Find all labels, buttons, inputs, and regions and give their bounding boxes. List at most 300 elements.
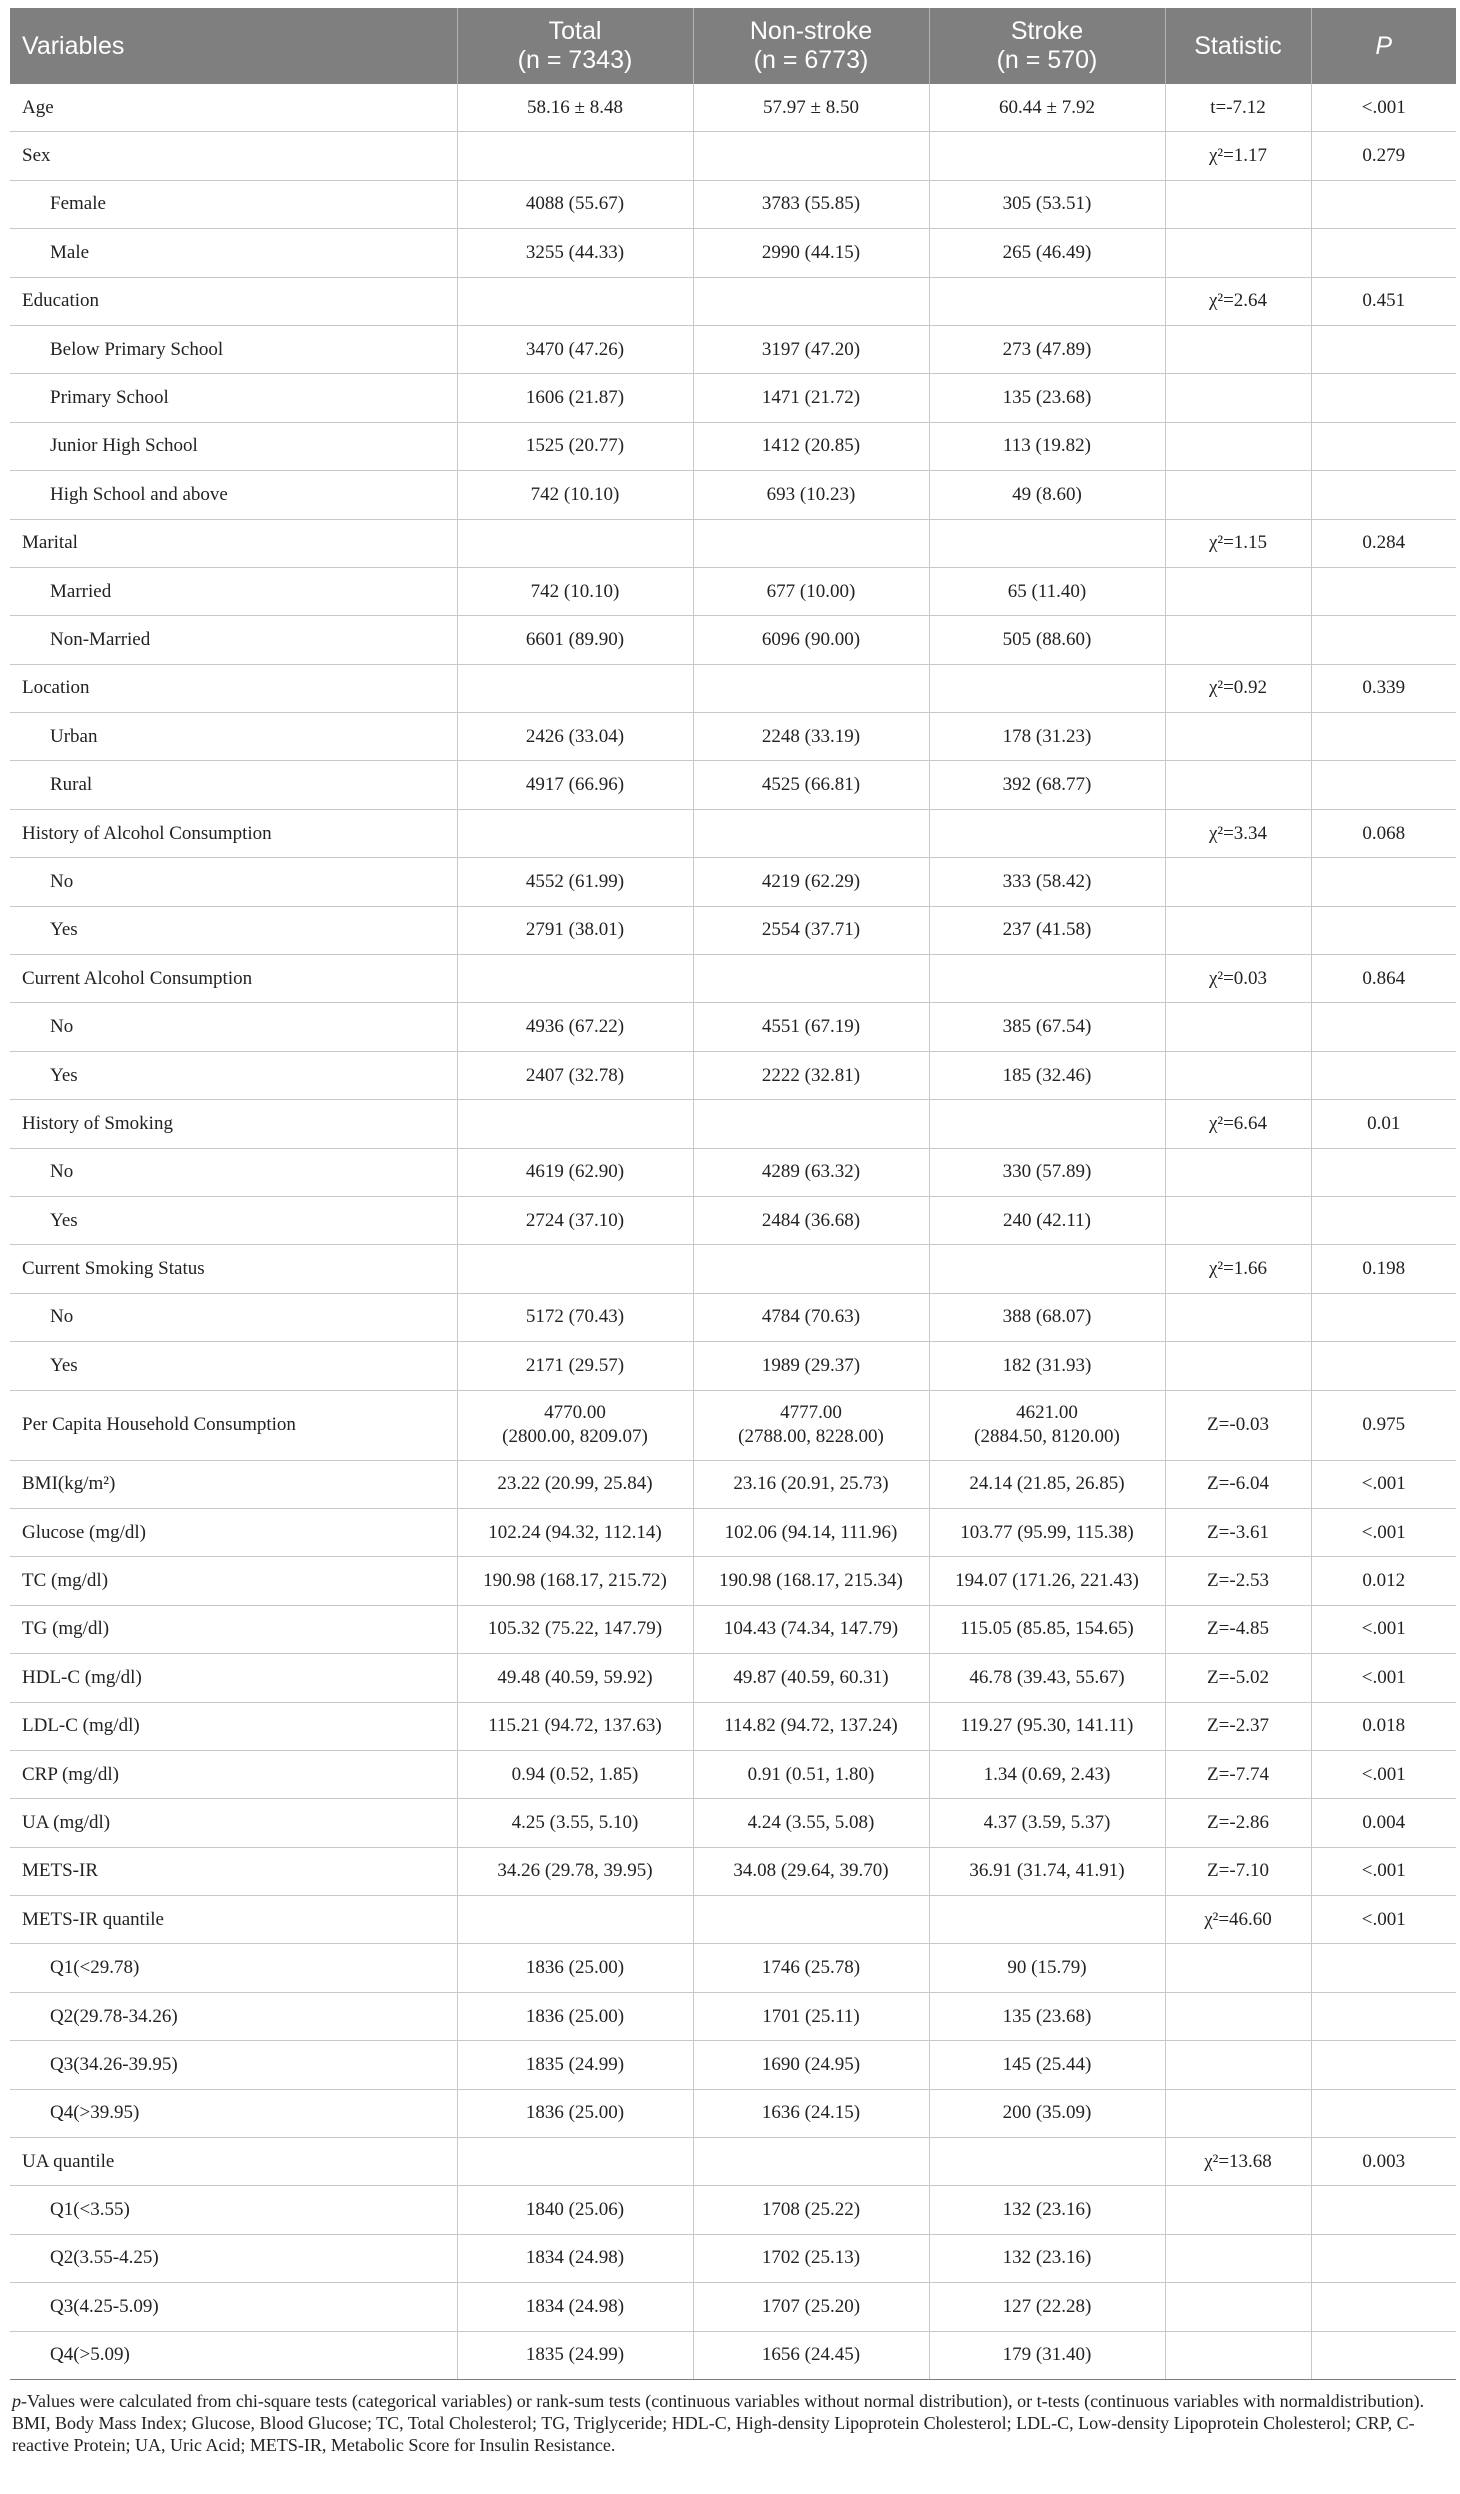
cell-p-value bbox=[1311, 567, 1456, 615]
table-row bbox=[10, 1992, 1456, 2040]
cell-variable: Below Primary School bbox=[10, 325, 457, 373]
cell-variable: Location bbox=[10, 664, 457, 712]
cell-variable: Yes bbox=[10, 1051, 457, 1099]
cell-stroke bbox=[929, 1896, 1165, 1944]
cell-stroke: 240 (42.11) bbox=[929, 1196, 1165, 1244]
cell-variable: Education bbox=[10, 277, 457, 325]
cell-total bbox=[457, 519, 693, 567]
cell-total: 105.32 (75.22, 147.79) bbox=[457, 1605, 693, 1653]
cell-non-stroke: 3783 (55.85) bbox=[693, 180, 929, 228]
cell-variable: Glucose (mg/dl) bbox=[10, 1508, 457, 1556]
table-row bbox=[10, 180, 1456, 228]
cell-statistic bbox=[1165, 1293, 1311, 1341]
cell-total: 1836 (25.00) bbox=[457, 1944, 693, 1992]
table-row bbox=[10, 1799, 1456, 1847]
cell-non-stroke: 104.43 (74.34, 147.79) bbox=[693, 1605, 929, 1653]
cell-total: 2426 (33.04) bbox=[457, 713, 693, 761]
table-row bbox=[10, 132, 1456, 180]
cell-non-stroke: 1471 (21.72) bbox=[693, 374, 929, 422]
cell-variable: LDL-C (mg/dl) bbox=[10, 1702, 457, 1750]
cell-non-stroke: 1708 (25.22) bbox=[693, 2186, 929, 2234]
cell-variable: No bbox=[10, 858, 457, 906]
cell-p-value bbox=[1311, 1051, 1456, 1099]
cell-non-stroke: 4551 (67.19) bbox=[693, 1003, 929, 1051]
cell-total: 115.21 (94.72, 137.63) bbox=[457, 1702, 693, 1750]
cell-statistic bbox=[1165, 374, 1311, 422]
cell-p-value bbox=[1311, 1196, 1456, 1244]
cell-p-value: <.001 bbox=[1311, 1654, 1456, 1702]
cell-non-stroke: 1656 (24.45) bbox=[693, 2331, 929, 2379]
cell-stroke: 1.34 (0.69, 2.43) bbox=[929, 1750, 1165, 1798]
cell-non-stroke: 102.06 (94.14, 111.96) bbox=[693, 1508, 929, 1556]
cell-statistic bbox=[1165, 567, 1311, 615]
cell-non-stroke: 4777.00 (2788.00, 8228.00) bbox=[693, 1390, 929, 1460]
cell-statistic bbox=[1165, 422, 1311, 470]
table-row bbox=[10, 1605, 1456, 1653]
cell-p-value bbox=[1311, 2041, 1456, 2089]
cell-statistic bbox=[1165, 1992, 1311, 2040]
cell-variable: Current Smoking Status bbox=[10, 1245, 457, 1293]
cell-variable: High School and above bbox=[10, 471, 457, 519]
cell-p-value bbox=[1311, 1003, 1456, 1051]
table-row bbox=[10, 374, 1456, 422]
cell-stroke bbox=[929, 955, 1165, 1003]
cell-statistic bbox=[1165, 2041, 1311, 2089]
cell-stroke: 179 (31.40) bbox=[929, 2331, 1165, 2379]
cell-stroke: 4.37 (3.59, 5.37) bbox=[929, 1799, 1165, 1847]
cell-total: 58.16 ± 8.48 bbox=[457, 84, 693, 132]
table-row bbox=[10, 2041, 1456, 2089]
cell-stroke: 330 (57.89) bbox=[929, 1148, 1165, 1196]
cell-stroke bbox=[929, 132, 1165, 180]
cell-p-value bbox=[1311, 229, 1456, 277]
cell-statistic bbox=[1165, 1944, 1311, 1992]
cell-total bbox=[457, 1896, 693, 1944]
cell-statistic: χ²=0.92 bbox=[1165, 664, 1311, 712]
cell-variable: Yes bbox=[10, 1342, 457, 1390]
cell-stroke bbox=[929, 809, 1165, 857]
cell-total bbox=[457, 1245, 693, 1293]
cell-stroke bbox=[929, 1100, 1165, 1148]
table-row bbox=[10, 1557, 1456, 1605]
cell-statistic bbox=[1165, 2234, 1311, 2282]
cell-total: 4770.00 (2800.00, 8209.07) bbox=[457, 1390, 693, 1460]
cell-non-stroke: 1707 (25.20) bbox=[693, 2283, 929, 2331]
cell-p-value: <.001 bbox=[1311, 1605, 1456, 1653]
footnote-abbreviations: BMI, Body Mass Index; Glucose, Blood Glucose; TC, Total Cholesterol; TG, Triglyceride; HDL-C, High-density Lipoprotein Cholesterol; LDL-C, Low-density Lipoprotein Cholesterol; CRP, C-reactive Protein; UA, Uric Acid; METS-IR, Metabolic Score for Insulin Resistance. bbox=[12, 2412, 1415, 2455]
cell-statistic: Z=-7.74 bbox=[1165, 1750, 1311, 1798]
cell-stroke: 273 (47.89) bbox=[929, 325, 1165, 373]
cell-stroke: 178 (31.23) bbox=[929, 713, 1165, 761]
cell-stroke: 132 (23.16) bbox=[929, 2234, 1165, 2282]
table-row bbox=[10, 1702, 1456, 1750]
header-stroke: Stroke (n = 570) bbox=[929, 8, 1165, 84]
cell-total: 1834 (24.98) bbox=[457, 2283, 693, 2331]
cell-non-stroke bbox=[693, 132, 929, 180]
cell-stroke: 60.44 ± 7.92 bbox=[929, 84, 1165, 132]
cell-non-stroke: 34.08 (29.64, 39.70) bbox=[693, 1847, 929, 1895]
cell-total: 4552 (61.99) bbox=[457, 858, 693, 906]
cell-statistic: t=-7.12 bbox=[1165, 84, 1311, 132]
cell-statistic: Z=-6.04 bbox=[1165, 1460, 1311, 1508]
cell-statistic bbox=[1165, 471, 1311, 519]
cell-total: 742 (10.10) bbox=[457, 471, 693, 519]
cell-p-value: 0.198 bbox=[1311, 1245, 1456, 1293]
cell-stroke: 265 (46.49) bbox=[929, 229, 1165, 277]
table-row bbox=[10, 1847, 1456, 1895]
cell-stroke: 113 (19.82) bbox=[929, 422, 1165, 470]
cell-non-stroke bbox=[693, 955, 929, 1003]
cell-statistic: χ²=6.64 bbox=[1165, 1100, 1311, 1148]
table-row bbox=[10, 1003, 1456, 1051]
table-body bbox=[10, 84, 1456, 2379]
cell-p-value bbox=[1311, 422, 1456, 470]
cell-variable: UA quantile bbox=[10, 2138, 457, 2186]
cell-statistic bbox=[1165, 229, 1311, 277]
cell-p-value bbox=[1311, 2283, 1456, 2331]
cell-total: 1834 (24.98) bbox=[457, 2234, 693, 2282]
cell-non-stroke bbox=[693, 277, 929, 325]
table-row bbox=[10, 1051, 1456, 1099]
cell-total: 2724 (37.10) bbox=[457, 1196, 693, 1244]
cell-statistic: Z=-7.10 bbox=[1165, 1847, 1311, 1895]
cell-stroke: 4621.00 (2884.50, 8120.00) bbox=[929, 1390, 1165, 1460]
cell-p-value: <.001 bbox=[1311, 1750, 1456, 1798]
cell-stroke: 135 (23.68) bbox=[929, 374, 1165, 422]
cell-total: 49.48 (40.59, 59.92) bbox=[457, 1654, 693, 1702]
cell-p-value: 0.012 bbox=[1311, 1557, 1456, 1605]
cell-total: 4619 (62.90) bbox=[457, 1148, 693, 1196]
cell-variable: TC (mg/dl) bbox=[10, 1557, 457, 1605]
cell-non-stroke: 677 (10.00) bbox=[693, 567, 929, 615]
cell-statistic: χ²=3.34 bbox=[1165, 809, 1311, 857]
table-row bbox=[10, 1390, 1456, 1460]
table-page bbox=[10, 8, 1456, 2456]
table-row bbox=[10, 2089, 1456, 2137]
cell-p-value: 0.339 bbox=[1311, 664, 1456, 712]
cell-statistic bbox=[1165, 1196, 1311, 1244]
cell-non-stroke: 4784 (70.63) bbox=[693, 1293, 929, 1341]
cell-statistic: Z=-5.02 bbox=[1165, 1654, 1311, 1702]
cell-p-value: 0.003 bbox=[1311, 2138, 1456, 2186]
cell-p-value bbox=[1311, 616, 1456, 664]
cell-variable: METS-IR bbox=[10, 1847, 457, 1895]
cell-statistic bbox=[1165, 2186, 1311, 2234]
cell-stroke: 103.77 (95.99, 115.38) bbox=[929, 1508, 1165, 1556]
cell-stroke bbox=[929, 1245, 1165, 1293]
cell-non-stroke: 114.82 (94.72, 137.24) bbox=[693, 1702, 929, 1750]
header-p-value: P bbox=[1311, 8, 1456, 84]
cell-variable: CRP (mg/dl) bbox=[10, 1750, 457, 1798]
cell-p-value bbox=[1311, 180, 1456, 228]
cell-stroke: 119.27 (95.30, 141.11) bbox=[929, 1702, 1165, 1750]
cell-stroke: 65 (11.40) bbox=[929, 567, 1165, 615]
cell-statistic: Z=-2.86 bbox=[1165, 1799, 1311, 1847]
cell-total: 0.94 (0.52, 1.85) bbox=[457, 1750, 693, 1798]
cell-stroke: 388 (68.07) bbox=[929, 1293, 1165, 1341]
cell-non-stroke bbox=[693, 1245, 929, 1293]
cell-non-stroke bbox=[693, 1100, 929, 1148]
cell-p-value: <.001 bbox=[1311, 1847, 1456, 1895]
cell-p-value bbox=[1311, 325, 1456, 373]
cell-total: 3470 (47.26) bbox=[457, 325, 693, 373]
cell-total: 1835 (24.99) bbox=[457, 2331, 693, 2379]
cell-variable: Q3(34.26-39.95) bbox=[10, 2041, 457, 2089]
cell-variable: Age bbox=[10, 84, 457, 132]
cell-statistic bbox=[1165, 2331, 1311, 2379]
cell-statistic bbox=[1165, 325, 1311, 373]
cell-p-value bbox=[1311, 761, 1456, 809]
cell-p-value bbox=[1311, 374, 1456, 422]
cell-non-stroke: 2222 (32.81) bbox=[693, 1051, 929, 1099]
cell-total: 1606 (21.87) bbox=[457, 374, 693, 422]
table-row bbox=[10, 1508, 1456, 1556]
cell-non-stroke: 2554 (37.71) bbox=[693, 906, 929, 954]
cell-p-value bbox=[1311, 2234, 1456, 2282]
cell-stroke: 200 (35.09) bbox=[929, 2089, 1165, 2137]
table-footnote bbox=[10, 2380, 1456, 2456]
cell-non-stroke: 2484 (36.68) bbox=[693, 1196, 929, 1244]
cell-stroke bbox=[929, 519, 1165, 567]
cell-p-value bbox=[1311, 1293, 1456, 1341]
cell-variable: Q4(>39.95) bbox=[10, 2089, 457, 2137]
cell-variable: History of Smoking bbox=[10, 1100, 457, 1148]
cell-p-value: 0.451 bbox=[1311, 277, 1456, 325]
cell-non-stroke: 1412 (20.85) bbox=[693, 422, 929, 470]
cell-statistic bbox=[1165, 180, 1311, 228]
cell-variable: History of Alcohol Consumption bbox=[10, 809, 457, 857]
cell-non-stroke: 190.98 (168.17, 215.34) bbox=[693, 1557, 929, 1605]
table-row bbox=[10, 1750, 1456, 1798]
cell-p-value bbox=[1311, 2331, 1456, 2379]
cell-stroke: 135 (23.68) bbox=[929, 1992, 1165, 2040]
table-row bbox=[10, 1293, 1456, 1341]
cell-statistic: Z=-0.03 bbox=[1165, 1390, 1311, 1460]
table-row bbox=[10, 84, 1456, 132]
footnote-methods-text: -Values were calculated from chi-square tests (categorical variables) or rank-sum tests (continuous variables without normal distribution), or t-tests (continuous variables with normaldistribution). bbox=[21, 2390, 1425, 2411]
cell-p-value bbox=[1311, 1342, 1456, 1390]
cell-non-stroke: 4289 (63.32) bbox=[693, 1148, 929, 1196]
cell-variable: Yes bbox=[10, 1196, 457, 1244]
cell-total: 4917 (66.96) bbox=[457, 761, 693, 809]
cell-p-value bbox=[1311, 2089, 1456, 2137]
cell-variable: No bbox=[10, 1148, 457, 1196]
cell-variable: No bbox=[10, 1293, 457, 1341]
cell-variable: UA (mg/dl) bbox=[10, 1799, 457, 1847]
cell-statistic bbox=[1165, 2283, 1311, 2331]
cell-variable: HDL-C (mg/dl) bbox=[10, 1654, 457, 1702]
cell-variable: Rural bbox=[10, 761, 457, 809]
cell-non-stroke bbox=[693, 664, 929, 712]
cell-stroke: 145 (25.44) bbox=[929, 2041, 1165, 2089]
table-row bbox=[10, 1896, 1456, 1944]
table-row bbox=[10, 1342, 1456, 1390]
cell-non-stroke bbox=[693, 1896, 929, 1944]
table-row bbox=[10, 2283, 1456, 2331]
cell-non-stroke: 2248 (33.19) bbox=[693, 713, 929, 761]
cell-variable: Q1(<3.55) bbox=[10, 2186, 457, 2234]
cell-total: 3255 (44.33) bbox=[457, 229, 693, 277]
table-row bbox=[10, 809, 1456, 857]
cell-variable: Male bbox=[10, 229, 457, 277]
cell-p-value: <.001 bbox=[1311, 1460, 1456, 1508]
cell-non-stroke: 49.87 (40.59, 60.31) bbox=[693, 1654, 929, 1702]
table-row bbox=[10, 713, 1456, 761]
cell-total: 5172 (70.43) bbox=[457, 1293, 693, 1341]
cell-total: 2171 (29.57) bbox=[457, 1342, 693, 1390]
cell-p-value bbox=[1311, 1148, 1456, 1196]
cell-variable: Married bbox=[10, 567, 457, 615]
cell-non-stroke bbox=[693, 2138, 929, 2186]
table-row bbox=[10, 229, 1456, 277]
cell-total: 34.26 (29.78, 39.95) bbox=[457, 1847, 693, 1895]
cell-total: 1840 (25.06) bbox=[457, 2186, 693, 2234]
cell-variable: Per Capita Household Consumption bbox=[10, 1390, 457, 1460]
cell-p-value bbox=[1311, 471, 1456, 519]
cell-non-stroke: 6096 (90.00) bbox=[693, 616, 929, 664]
cell-non-stroke: 693 (10.23) bbox=[693, 471, 929, 519]
table-row bbox=[10, 567, 1456, 615]
cell-p-value: <.001 bbox=[1311, 84, 1456, 132]
cell-non-stroke: 1746 (25.78) bbox=[693, 1944, 929, 1992]
cell-variable: Q2(29.78-34.26) bbox=[10, 1992, 457, 2040]
table-row bbox=[10, 1196, 1456, 1244]
cell-stroke: 115.05 (85.85, 154.65) bbox=[929, 1605, 1165, 1653]
cell-non-stroke: 1636 (24.15) bbox=[693, 2089, 929, 2137]
cell-statistic bbox=[1165, 1003, 1311, 1051]
cell-non-stroke: 4219 (62.29) bbox=[693, 858, 929, 906]
cell-statistic: Z=-3.61 bbox=[1165, 1508, 1311, 1556]
table-row bbox=[10, 1100, 1456, 1148]
cell-total bbox=[457, 132, 693, 180]
cell-total: 1525 (20.77) bbox=[457, 422, 693, 470]
cell-total: 742 (10.10) bbox=[457, 567, 693, 615]
table-row bbox=[10, 858, 1456, 906]
cell-stroke: 127 (22.28) bbox=[929, 2283, 1165, 2331]
cell-statistic: χ²=0.03 bbox=[1165, 955, 1311, 1003]
cell-variable: Q2(3.55-4.25) bbox=[10, 2234, 457, 2282]
table-row bbox=[10, 955, 1456, 1003]
table-row bbox=[10, 2138, 1456, 2186]
cell-statistic: χ²=1.15 bbox=[1165, 519, 1311, 567]
cell-p-value: 0.975 bbox=[1311, 1390, 1456, 1460]
cell-statistic: χ²=1.17 bbox=[1165, 132, 1311, 180]
cell-statistic: Z=-2.53 bbox=[1165, 1557, 1311, 1605]
header-variables: Variables bbox=[10, 8, 457, 84]
cell-non-stroke: 3197 (47.20) bbox=[693, 325, 929, 373]
cell-total: 102.24 (94.32, 112.14) bbox=[457, 1508, 693, 1556]
cell-total bbox=[457, 664, 693, 712]
cell-non-stroke: 23.16 (20.91, 25.73) bbox=[693, 1460, 929, 1508]
cell-stroke: 385 (67.54) bbox=[929, 1003, 1165, 1051]
cell-variable: METS-IR quantile bbox=[10, 1896, 457, 1944]
cell-p-value: <.001 bbox=[1311, 1508, 1456, 1556]
cell-total: 23.22 (20.99, 25.84) bbox=[457, 1460, 693, 1508]
cell-p-value: 0.068 bbox=[1311, 809, 1456, 857]
table-row bbox=[10, 1245, 1456, 1293]
cell-p-value bbox=[1311, 858, 1456, 906]
cell-stroke: 194.07 (171.26, 221.43) bbox=[929, 1557, 1165, 1605]
cell-stroke: 505 (88.60) bbox=[929, 616, 1165, 664]
cell-variable: Urban bbox=[10, 713, 457, 761]
cell-total bbox=[457, 277, 693, 325]
cell-variable: Marital bbox=[10, 519, 457, 567]
cell-statistic bbox=[1165, 858, 1311, 906]
cell-non-stroke bbox=[693, 519, 929, 567]
cell-statistic bbox=[1165, 713, 1311, 761]
cell-statistic: χ²=13.68 bbox=[1165, 2138, 1311, 2186]
cell-statistic bbox=[1165, 616, 1311, 664]
cell-non-stroke: 57.97 ± 8.50 bbox=[693, 84, 929, 132]
footnote-p-symbol: p bbox=[12, 2390, 21, 2411]
cell-p-value: 0.01 bbox=[1311, 1100, 1456, 1148]
cell-total: 4936 (67.22) bbox=[457, 1003, 693, 1051]
cell-total bbox=[457, 1100, 693, 1148]
cell-total: 4.25 (3.55, 5.10) bbox=[457, 1799, 693, 1847]
cell-statistic bbox=[1165, 1148, 1311, 1196]
cell-stroke: 36.91 (31.74, 41.91) bbox=[929, 1847, 1165, 1895]
table-row bbox=[10, 2331, 1456, 2379]
table-row bbox=[10, 1944, 1456, 1992]
cell-variable: Junior High School bbox=[10, 422, 457, 470]
cell-stroke: 90 (15.79) bbox=[929, 1944, 1165, 1992]
cell-p-value bbox=[1311, 1992, 1456, 2040]
cell-total: 4088 (55.67) bbox=[457, 180, 693, 228]
cell-stroke bbox=[929, 2138, 1165, 2186]
cell-statistic bbox=[1165, 1342, 1311, 1390]
cell-statistic: Z=-2.37 bbox=[1165, 1702, 1311, 1750]
cell-p-value: 0.284 bbox=[1311, 519, 1456, 567]
table-row bbox=[10, 519, 1456, 567]
table-row bbox=[10, 471, 1456, 519]
cell-non-stroke: 1702 (25.13) bbox=[693, 2234, 929, 2282]
cell-variable: Q3(4.25-5.09) bbox=[10, 2283, 457, 2331]
cell-total: 2407 (32.78) bbox=[457, 1051, 693, 1099]
cell-statistic bbox=[1165, 761, 1311, 809]
cell-stroke: 182 (31.93) bbox=[929, 1342, 1165, 1390]
cell-total: 1836 (25.00) bbox=[457, 2089, 693, 2137]
cell-p-value: 0.004 bbox=[1311, 1799, 1456, 1847]
cell-p-value bbox=[1311, 713, 1456, 761]
table-row bbox=[10, 906, 1456, 954]
cell-stroke: 305 (53.51) bbox=[929, 180, 1165, 228]
cell-p-value: <.001 bbox=[1311, 1896, 1456, 1944]
cell-stroke: 185 (32.46) bbox=[929, 1051, 1165, 1099]
cell-variable: Primary School bbox=[10, 374, 457, 422]
cell-total: 1836 (25.00) bbox=[457, 1992, 693, 2040]
table-row bbox=[10, 664, 1456, 712]
cell-statistic bbox=[1165, 906, 1311, 954]
cell-total: 1835 (24.99) bbox=[457, 2041, 693, 2089]
cell-variable: Sex bbox=[10, 132, 457, 180]
table-row bbox=[10, 1460, 1456, 1508]
cell-variable: Non-Married bbox=[10, 616, 457, 664]
cell-total bbox=[457, 809, 693, 857]
table-row bbox=[10, 422, 1456, 470]
table-row bbox=[10, 1654, 1456, 1702]
cell-p-value: 0.279 bbox=[1311, 132, 1456, 180]
cell-non-stroke: 1690 (24.95) bbox=[693, 2041, 929, 2089]
cell-statistic: χ²=2.64 bbox=[1165, 277, 1311, 325]
table-row bbox=[10, 2234, 1456, 2282]
cell-statistic: χ²=1.66 bbox=[1165, 1245, 1311, 1293]
cell-statistic bbox=[1165, 2089, 1311, 2137]
cell-stroke: 132 (23.16) bbox=[929, 2186, 1165, 2234]
cell-p-value: 0.864 bbox=[1311, 955, 1456, 1003]
cell-p-value bbox=[1311, 1944, 1456, 1992]
cell-p-value bbox=[1311, 2186, 1456, 2234]
cell-stroke: 333 (58.42) bbox=[929, 858, 1165, 906]
